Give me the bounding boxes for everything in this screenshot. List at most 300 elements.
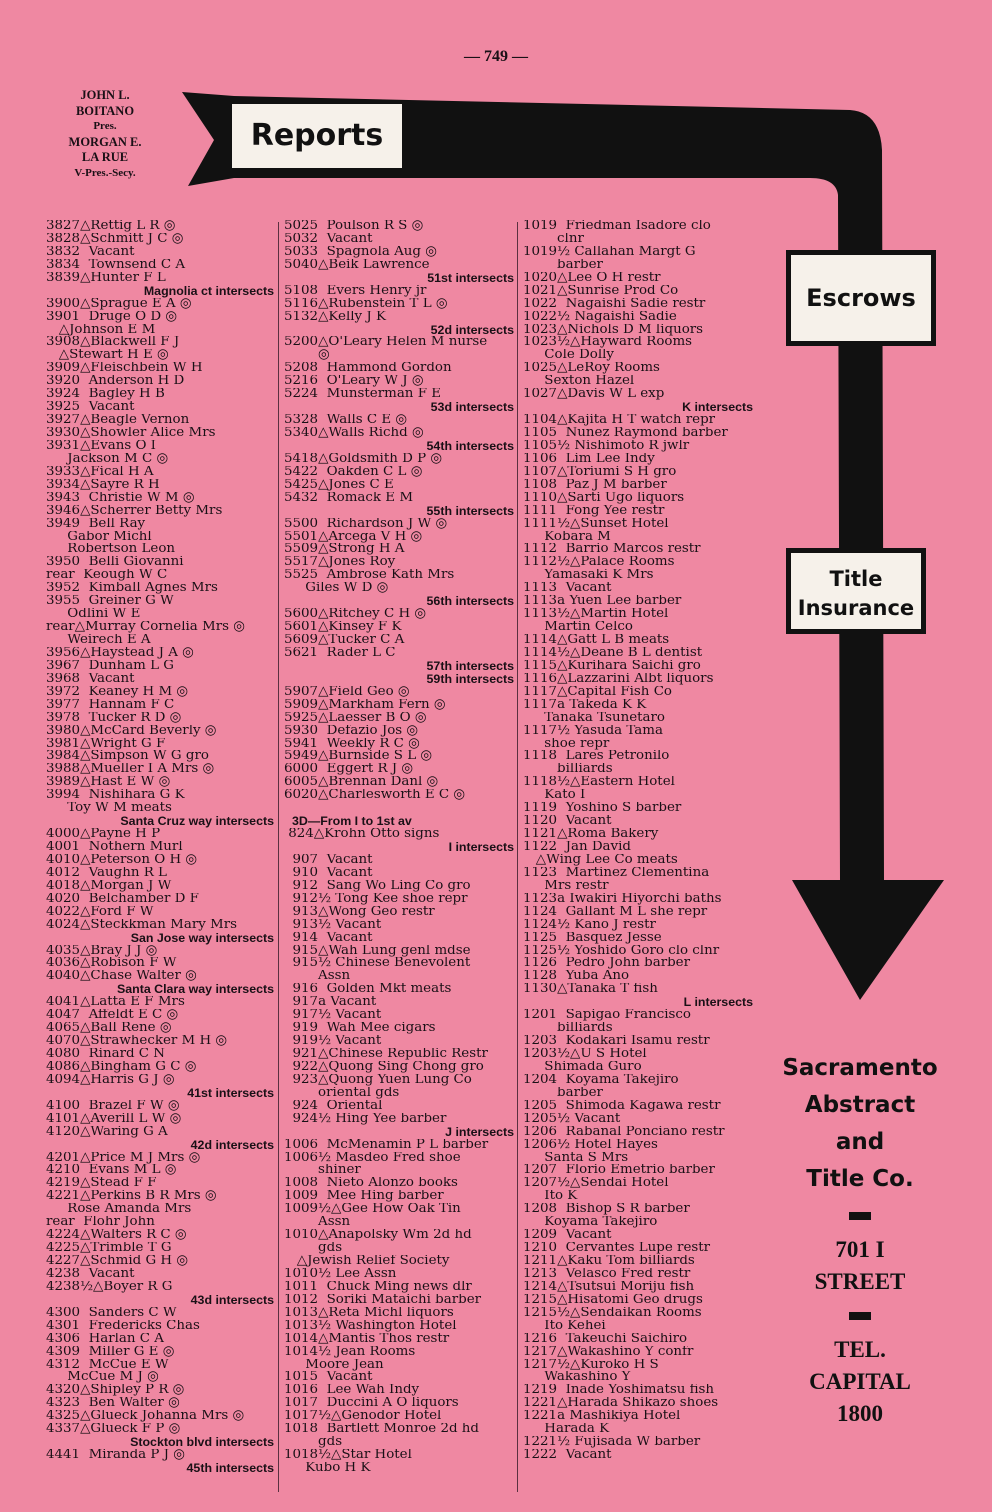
directory-entry: 1018 Bartlett Monroe 2d hd: [284, 1423, 480, 1437]
directory-entry: 3984△Simpson W G gro: [46, 750, 209, 764]
directory-entry: 1124 Gallant M L she repr: [523, 905, 708, 919]
directory-entry: Toy W M meats: [46, 802, 172, 816]
directory-entry: oriental gds: [284, 1086, 400, 1100]
directory-entry: 1107△Toriumi S H gro: [523, 465, 677, 479]
directory-entry: Santa S Mrs: [523, 1151, 629, 1165]
directory-entry: 1215△Hisatomi Geo drugs: [523, 1293, 703, 1307]
reports-text: Reports: [250, 118, 384, 153]
intersection-heading: 59th intersects: [426, 672, 514, 686]
directory-entry: 4100 Brazel F W ◎: [46, 1099, 180, 1113]
directory-entry: 1009 Mee Hing barber: [284, 1190, 444, 1204]
directory-entry: 1118½△Eastern Hotel: [523, 776, 675, 790]
directory-entry: 4018△Morgan J W: [46, 879, 172, 893]
directory-entry: ◎: [284, 349, 330, 363]
directory-entry: 1123 Martinez Clementina: [523, 866, 710, 880]
directory-entry: 1128 Yuba Ano: [523, 970, 630, 984]
officer-line: JOHN L.: [80, 88, 130, 102]
directory-entry: 1009½△Gee How Oak Tin: [284, 1203, 461, 1217]
directory-entry: 1022 Nagaishi Sadie restr: [523, 297, 706, 311]
directory-entry: 1105½ Nishimoto R jwlr: [523, 439, 690, 453]
directory-entry: 3949 Bell Ray: [46, 517, 146, 531]
directory-entry: 3956△Haystead J A ◎: [46, 646, 194, 660]
directory-entry: 5925△Laesser B O ◎: [284, 711, 427, 725]
officer-line: MORGAN E.: [68, 134, 142, 149]
directory-entry: 1208 Bishop S R barber: [523, 1203, 690, 1217]
directory-entry: 4441 Miranda P J ◎: [46, 1449, 185, 1462]
directory-entry: 5621 Rader L C: [284, 646, 396, 660]
directory-entry: 1023△Nichols D M liquors: [523, 323, 704, 337]
directory-entry: Kato I: [523, 789, 586, 803]
intersection-heading: Stockton blvd intersects: [130, 1436, 274, 1450]
directory-entry: Shimada Guro: [523, 1060, 642, 1074]
directory-entry: 1021△Sunrise Prod Co: [523, 284, 679, 298]
directory-entry: 3977 Hannam F C: [46, 698, 175, 712]
directory-entry: 3909△Fleischbein W H: [46, 362, 203, 376]
directory-entry: 3943 Christie W M ◎: [46, 491, 195, 505]
directory-entry: 1113 Vacant: [523, 582, 612, 596]
directory-entry: Kubo H K: [284, 1462, 371, 1475]
reports-banner-label: [232, 104, 402, 168]
directory-entry: 917a Vacant: [284, 996, 377, 1010]
directory-entry: Assn: [284, 970, 351, 984]
directory-entry: 913△Wong Geo restr: [284, 905, 435, 919]
directory-entry: 1110△Sarti Ugo liquors: [523, 491, 685, 505]
officer-line: LA RUE: [81, 150, 129, 164]
directory-entry: 4035△Bray J J ◎: [46, 944, 158, 958]
directory-entry: 3908△Blackwell F J: [46, 336, 180, 350]
directory-entry: 3933△Fical H A: [46, 465, 154, 479]
directory-entry: 915△Wah Lung genl mdse: [284, 944, 471, 958]
directory-entry: 5500 Richardson J W ◎: [284, 517, 448, 531]
directory-entry: 1119 Yoshino S barber: [523, 802, 682, 816]
directory-entry: 912½ Tong Kee shoe repr: [284, 892, 468, 906]
directory-entry: 1104△Kajita H T watch repr: [523, 414, 716, 427]
directory-entry: 4325△Glueck Johanna Mrs ◎: [46, 1410, 245, 1424]
directory-entry: 4301 Fredericks Chas: [46, 1319, 200, 1333]
directory-entry: 6005△Brennan Danl ◎: [284, 776, 439, 790]
directory-entry: 4306 Harlan C A: [46, 1332, 164, 1346]
intersection-heading: 55th intersects: [426, 504, 514, 518]
directory-entry: 3952 Kimball Agnes Mrs: [46, 582, 218, 596]
directory-entry: barber: [523, 1086, 603, 1100]
directory-entry: Yamasaki K Mrs: [523, 569, 654, 583]
directory-entry: clnr: [523, 232, 584, 246]
directory-entry: △Jewish Relief Society: [284, 1255, 450, 1268]
directory-entry: 5224 Munsterman F E: [284, 388, 442, 402]
directory-entry: Ito Kehei: [523, 1319, 606, 1333]
directory-entry: 5328 Walls C E ◎: [284, 414, 408, 427]
directory-entry: 1121△Roma Bakery: [523, 828, 659, 841]
directory-entry: 1219 Inade Yoshimatsu fish: [523, 1384, 714, 1398]
directory-entry: 5340△Walls Richd ◎: [284, 427, 424, 440]
intersection-heading: 52d intersects: [430, 323, 514, 337]
directory-entry: 4020 Belchamber D F: [46, 892, 199, 906]
divider-bar: [849, 1312, 871, 1320]
intersection-heading: Santa Cruz way intersects: [120, 815, 274, 829]
directory-entry: 1112½△Palace Rooms: [523, 556, 675, 570]
directory-entry: 1020△Lee O H restr: [523, 271, 661, 285]
directory-entry: Giles W D ◎: [284, 582, 389, 596]
intersection-heading: Magnolia ct intersects: [143, 284, 274, 298]
company-name-line: and: [835, 1129, 885, 1155]
directory-entry: 4001 Nothern Murl: [46, 841, 183, 854]
escrows-text: Escrows: [806, 284, 916, 312]
directory-entry: 1106 Lim Lee Indy: [523, 452, 655, 466]
directory-entry: [284, 802, 514, 815]
directory-entry: 3950 Belli Giovanni: [46, 556, 184, 570]
directory-entry: 3988△Mueller I A Mrs ◎: [46, 763, 215, 777]
directory-entry: 919½ Vacant: [284, 1035, 382, 1048]
directory-entry: 1210 Cervantes Lupe restr: [523, 1242, 711, 1255]
directory-entry: 1203½△U S Hotel: [523, 1048, 647, 1061]
directory-entry: 1011 Chuck Ming news dlr: [284, 1280, 472, 1294]
directory-entry: 5032 Vacant: [284, 232, 373, 246]
directory-entry: 5517△Jones Roy: [284, 556, 396, 570]
directory-entry: McCue M J ◎: [46, 1371, 159, 1385]
directory-entry: 915½ Chinese Benevolent: [284, 957, 471, 971]
officer-line: Pres.: [93, 120, 117, 132]
directory-entry: Jackson M C ◎: [46, 452, 169, 466]
directory-entry: 1117△Capital Fish Co: [523, 685, 672, 699]
directory-entry: 3900△Sprague E A ◎: [46, 297, 192, 311]
directory-entry: 1222 Vacant: [523, 1449, 612, 1462]
directory-entry: 3978 Tucker R D ◎: [46, 711, 182, 725]
directory-entry: 1113a Yuen Lee barber: [523, 595, 682, 609]
officer-line: BOITANO: [75, 103, 135, 118]
directory-entry: 4320△Shipley P R ◎: [46, 1384, 185, 1398]
directory-entry: Cole Dolly: [523, 349, 614, 363]
directory-entry: 1207½△Sendai Hotel: [523, 1177, 669, 1191]
directory-entry: 912 Sang Wo Ling Co gro: [284, 879, 471, 893]
directory-entry: 3930△Showler Alice Mrs: [46, 427, 216, 440]
directory-entry: 1213 Velasco Fred restr: [523, 1267, 691, 1281]
directory-entry: 1105 Nunez Raymond barber: [523, 427, 728, 440]
directory-entry: 1221½ Fujisada W barber: [523, 1436, 701, 1450]
directory-entry: 3980△McCard Beverly ◎: [46, 724, 217, 738]
directory-entry: 4094△Harris G J ◎: [46, 1073, 175, 1087]
directory-entry: 4210 Evans M L ◎: [46, 1164, 177, 1178]
directory-entry: 1022½ Nagaishi Sadie: [523, 310, 677, 324]
directory-entry: 4012 Vaughn R L: [46, 866, 167, 880]
directory-column-1: [46, 220, 274, 1475]
directory-entry: 1205½ Vacant: [523, 1112, 621, 1126]
intersection-heading: I intersects: [448, 841, 514, 854]
officer-line: V-Pres.-Secy.: [74, 166, 136, 179]
directory-entry: 3832 Vacant: [46, 245, 135, 259]
directory-entry: 5108 Evers Henry jr: [284, 284, 427, 298]
directory-entry: 3967 Dunham L G: [46, 659, 174, 673]
directory-entry: 1207 Florio Emetrio barber: [523, 1164, 715, 1178]
directory-entry: 4224△Walters R C ◎: [46, 1229, 187, 1243]
directory-entry: 5930 Defazio Jos ◎: [284, 724, 419, 738]
directory-entry: 922△Quong Sing Chong gro: [284, 1060, 484, 1074]
directory-entry: 1016 Lee Wah Indy: [284, 1384, 420, 1398]
column-rule: [517, 222, 518, 1492]
directory-entry: 1006 McMenamin P L barber: [284, 1138, 489, 1152]
directory-entry: 3839△Hunter F L: [46, 271, 166, 285]
directory-entry: 1108 Paz J M barber: [523, 478, 667, 492]
directory-entry: Ito K: [523, 1190, 578, 1204]
directory-entry: 1221△Harada Shikazo shoes: [523, 1397, 719, 1411]
directory-entry: 5949△Burnside S L ◎: [284, 750, 433, 764]
directory-entry: 1014△Mantis Thos restr: [284, 1332, 450, 1346]
address-line: STREET: [814, 1269, 906, 1294]
intersection-heading: San Jose way intersects: [130, 931, 274, 945]
directory-entry: 1126 Pedro John barber: [523, 957, 691, 971]
directory-entry: shiner: [284, 1164, 361, 1178]
directory-entry: 3931△Evans O I: [46, 439, 156, 453]
directory-entry: 1117a Takeda K K: [523, 698, 647, 712]
directory-entry: 4219△Stead F F: [46, 1177, 157, 1191]
directory-entry: 1019½ Callahan Margt G: [523, 245, 696, 259]
directory-entry: 1027△Davis W L exp: [523, 388, 665, 402]
directory-entry: 3946△Scherrer Betty Mrs: [46, 504, 223, 518]
directory-entry: 1013△Reta Michl liquors: [284, 1306, 454, 1320]
directory-entry: 914 Vacant: [284, 931, 373, 945]
intersection-heading: 41st intersects: [187, 1086, 274, 1100]
directory-entry: 4323 Ben Walter ◎: [46, 1397, 180, 1411]
directory-entry: 1130△Tanaka T fish: [523, 983, 658, 997]
directory-entry: 4065△Ball Rene ◎: [46, 1022, 172, 1036]
intersection-heading: 42d intersects: [190, 1138, 274, 1152]
directory-entry: 919 Wah Mee cigars: [284, 1022, 436, 1036]
directory-entry: 4070△Strawhecker M H ◎: [46, 1035, 228, 1048]
directory-entry: 1012 Soriki Mataichi barber: [284, 1293, 482, 1307]
directory-column-2: [284, 220, 514, 1475]
directory-entry: 3925 Vacant: [46, 401, 135, 415]
directory-entry: 910 Vacant: [284, 866, 373, 880]
directory-entry: rear△Murray Cornelia Mrs ◎: [46, 621, 245, 634]
directory-entry: 4000△Payne H P: [46, 828, 161, 841]
directory-entry: rear Keough W C: [46, 569, 168, 583]
intersection-heading: 53d intersects: [430, 401, 514, 415]
directory-entry: 1010△Anapolsky Wm 2d hd: [284, 1229, 472, 1243]
directory-entry: 4300 Sanders C W: [46, 1306, 177, 1320]
directory-entry: 3981△Wright G F: [46, 737, 166, 751]
intersection-heading: 54th intersects: [426, 439, 514, 453]
directory-entry: 1018½△Star Hotel: [284, 1449, 412, 1462]
directory-entry: 4309 Miller G E ◎: [46, 1345, 175, 1359]
directory-entry: 4225△Trimble T G: [46, 1242, 172, 1255]
directory-entry: 4047 Affeldt E C ◎: [46, 1009, 179, 1023]
directory-entry: 1204 Koyama Takejiro: [523, 1073, 679, 1087]
title-text: Title: [829, 567, 883, 591]
directory-entry: Kobara M: [523, 530, 611, 544]
directory-entry: 5909△Markham Fern ◎: [284, 698, 446, 712]
directory-entry: 1125½ Yoshido Goro clo clnr: [523, 944, 720, 958]
directory-entry: 3972 Keaney H M ◎: [46, 685, 189, 699]
company-ad: [772, 1050, 948, 1430]
intersection-heading: J intersects: [445, 1125, 514, 1139]
directory-entry: 1209 Vacant: [523, 1229, 612, 1243]
directory-entry: 1112 Barrio Marcos restr: [523, 543, 701, 557]
directory-entry: 1114½△Deane B L dentist: [523, 646, 703, 660]
directory-entry: 3989△Hast E W ◎: [46, 776, 171, 790]
directory-entry: 4227△Schmid G H ◎: [46, 1255, 189, 1268]
directory-entry: Tanaka Tsunetaro: [523, 711, 665, 725]
directory-entry: 4086△Bingham G C ◎: [46, 1060, 197, 1074]
directory-entry: 3994 Nishihara G K: [46, 789, 185, 803]
directory-entry: 5418△Goldsmith D P ◎: [284, 452, 443, 466]
directory-entry: 5432 Romack E M: [284, 491, 414, 505]
directory-entry: 1010½ Lee Assn: [284, 1267, 397, 1281]
directory-entry: 1116△Lazzarini Albt liquors: [523, 672, 714, 686]
directory-entry: 5501△Arcega V H ◎: [284, 530, 423, 544]
intersection-heading: 51st intersects: [427, 271, 514, 285]
directory-entry: 5040△Beik Lawrence: [284, 258, 430, 272]
directory-entry: 5907△Field Geo ◎: [284, 685, 410, 699]
directory-entry: 1017½△Genodor Hotel: [284, 1410, 442, 1424]
directory-entry: 907 Vacant: [284, 853, 373, 867]
directory-entry: 1023½△Hayward Rooms: [523, 336, 693, 350]
insurance-text: Insurance: [797, 596, 915, 620]
directory-entry: rear Flohr John: [46, 1216, 155, 1230]
directory-entry: 3828△Schmitt J C ◎: [46, 232, 184, 246]
intersection-heading: K intersects: [682, 401, 753, 415]
directory-entry: 1125 Basquez Jesse: [523, 931, 662, 945]
directory-entry: Weirech E A: [46, 634, 151, 647]
title-insurance-box: [786, 548, 926, 634]
intersection-heading: 57th intersects: [426, 659, 514, 673]
directory-entry: Wakashino Y: [523, 1371, 631, 1385]
directory-entry: 4010△Peterson O H ◎: [46, 853, 198, 867]
directory-entry: 3827△Rettig L R ◎: [46, 220, 176, 233]
directory-entry: 917½ Vacant: [284, 1009, 382, 1023]
directory-entry: Rose Amanda Mrs: [46, 1203, 192, 1217]
directory-entry: 6000 Eggert R J ◎: [284, 763, 414, 777]
company-name-line: Title Co.: [806, 1166, 914, 1192]
directory-entry: 5033 Spagnola Aug ◎: [284, 245, 437, 259]
directory-entry: 1120 Vacant: [523, 815, 612, 829]
directory-entry: 4221△Perkins B R Mrs ◎: [46, 1190, 217, 1204]
directory-entry: 1215½△Sendaikan Rooms: [523, 1306, 702, 1320]
directory-entry: 1006½ Masdeo Fred shoe: [284, 1151, 461, 1165]
directory-entry: 1019 Friedman Isadore clo: [523, 220, 711, 233]
directory-entry: △Wing Lee Co meats: [523, 853, 678, 867]
directory-entry: 1214△Tsutsui Moriju fish: [523, 1280, 695, 1294]
directory-entry: 1122 Jan David: [523, 841, 631, 854]
directory-entry: gds: [284, 1436, 343, 1450]
directory-entry: 1206 Rabanal Ponciano restr: [523, 1125, 725, 1139]
directory-entry: 5609△Tucker C A: [284, 634, 405, 647]
directory-entry: 1114△Gatt L B meats: [523, 634, 670, 647]
directory-entry: 1217½△Kuroko H S: [523, 1358, 659, 1372]
directory-entry: 1201 Sapigao Francisco: [523, 1009, 691, 1023]
page-number: — 749 —: [464, 48, 528, 65]
directory-entry: 5116△Rubenstein T L ◎: [284, 297, 448, 311]
directory-entry: 913½ Vacant: [284, 918, 382, 932]
directory-entry: 1115△Kurihara Saichi gro: [523, 659, 701, 673]
directory-entry: 5941 Weekly R C ◎: [284, 737, 420, 751]
directory-entry: Moore Jean: [284, 1358, 384, 1372]
directory-entry: 4238½△Boyer R G: [46, 1280, 173, 1294]
directory-entry: △Stewart H E ◎: [46, 349, 169, 363]
phone-line: TEL.: [834, 1337, 886, 1362]
directory-entry: Koyama Takejiro: [523, 1216, 658, 1230]
directory-entry: 923△Quong Yuen Lung Co: [284, 1073, 472, 1087]
intersection-heading: 45th intersects: [186, 1462, 274, 1475]
directory-entry: 3927△Beagle Vernon: [46, 414, 190, 427]
directory-entry: 1008 Nieto Alonzo books: [284, 1177, 458, 1191]
directory-entry: 1217△Wakashino Y confr: [523, 1345, 694, 1359]
directory-entry: 924½ Hing Yee barber: [284, 1112, 447, 1126]
directory-entry: 5600△Ritchey C H ◎: [284, 608, 427, 622]
directory-entry: 3920 Anderson H D: [46, 375, 185, 389]
directory-entry: 5509△Strong H A: [284, 543, 405, 557]
intersection-heading: L intersects: [683, 996, 753, 1010]
directory-entry: 1124½ Kano J restr: [523, 918, 656, 932]
directory-entry: 1117½ Yasuda Tama: [523, 724, 663, 738]
directory-entry: 1123a Iwakiri Hiyorchi baths: [523, 892, 722, 906]
column-rule: [278, 222, 279, 1492]
directory-column-3: [523, 220, 753, 1462]
directory-entry: Sexton Hazel: [523, 375, 635, 389]
directory-entry: 5422 Oakden C L ◎: [284, 465, 423, 479]
directory-entry: 3834 Townsend C A: [46, 258, 186, 272]
directory-entry: 5216 O'Leary W J ◎: [284, 375, 424, 389]
directory-entry: 3968 Vacant: [46, 672, 135, 686]
directory-entry: 4024△Steckkman Mary Mrs: [46, 918, 238, 932]
directory-entry: 3901 Druge O D ◎: [46, 310, 178, 324]
directory-entry: 1015 Vacant: [284, 1371, 373, 1385]
intersection-heading: 43d intersects: [190, 1293, 274, 1307]
address-line: 701 I: [835, 1237, 885, 1262]
directory-entry: Odlini W E: [46, 608, 141, 622]
directory-entry: 1111 Fong Yee restr: [523, 504, 665, 518]
directory-entry: 5025 Poulson R S ◎: [284, 220, 424, 233]
directory-entry: Robertson Leon: [46, 543, 176, 557]
directory-entry: 5208 Hammond Gordon: [284, 362, 452, 376]
directory-entry: Mrs restr: [523, 879, 609, 893]
directory-entry: 3934△Sayre R H: [46, 478, 160, 492]
directory-entry: Gabor Michl: [46, 530, 152, 544]
directory-entry: 1113½△Martin Hotel: [523, 608, 669, 622]
company-name-line: Abstract: [804, 1092, 916, 1118]
directory-entry: billiards: [523, 1022, 613, 1036]
directory-entry: 4201△Price M J Mrs ◎: [46, 1151, 201, 1165]
directory-entry: 921△Chinese Republic Restr: [284, 1048, 488, 1061]
directory-entry: 4101△Averill L W ◎: [46, 1112, 182, 1126]
directory-entry: Martin Celco: [523, 621, 633, 634]
directory-entry: 1111½△Sunset Hotel: [523, 517, 669, 531]
directory-entry: 4036△Robison F W: [46, 957, 177, 971]
directory-entry: 4080 Rinard C N: [46, 1048, 166, 1061]
intersection-heading: Santa Clara way intersects: [116, 983, 274, 997]
directory-entry: 4120△Waring G A: [46, 1125, 168, 1139]
intersection-heading: 56th intersects: [426, 595, 514, 609]
directory-entry: 4041△Latta E F Mrs: [46, 996, 185, 1010]
phone-line: 1800: [837, 1401, 883, 1426]
directory-entry: 1211△Kaku Tom billiards: [523, 1255, 695, 1268]
street-section-heading: 3D—From I to 1st av: [292, 815, 412, 829]
directory-entry: 924 Oriental: [284, 1099, 383, 1113]
directory-entry: 3955 Greiner G W: [46, 595, 174, 609]
divider-bar: [849, 1212, 871, 1220]
directory-entry: 1017 Duccini A O liquors: [284, 1397, 459, 1411]
directory-entry: gds: [284, 1242, 343, 1255]
directory-entry: 1025△LeRoy Rooms: [523, 362, 660, 376]
directory-entry: 4022△Ford F W: [46, 905, 154, 919]
directory-entry: 824△Krohn Otto signs: [284, 828, 440, 841]
directory-entry: 4040△Chase Walter ◎: [46, 970, 197, 984]
directory-entry: Assn: [284, 1216, 351, 1230]
directory-entry: 4337△Glueck F P ◎: [46, 1423, 181, 1437]
directory-entry: 5525 Ambrose Kath Mrs: [284, 569, 455, 583]
directory-entry: 1203 Kodakari Isamu restr: [523, 1035, 710, 1048]
directory-entry: 5132△Kelly J K: [284, 310, 386, 324]
directory-entry: 5425△Jones C E: [284, 478, 394, 492]
directory-entry: 1221a Mashikiya Hotel: [523, 1410, 681, 1424]
